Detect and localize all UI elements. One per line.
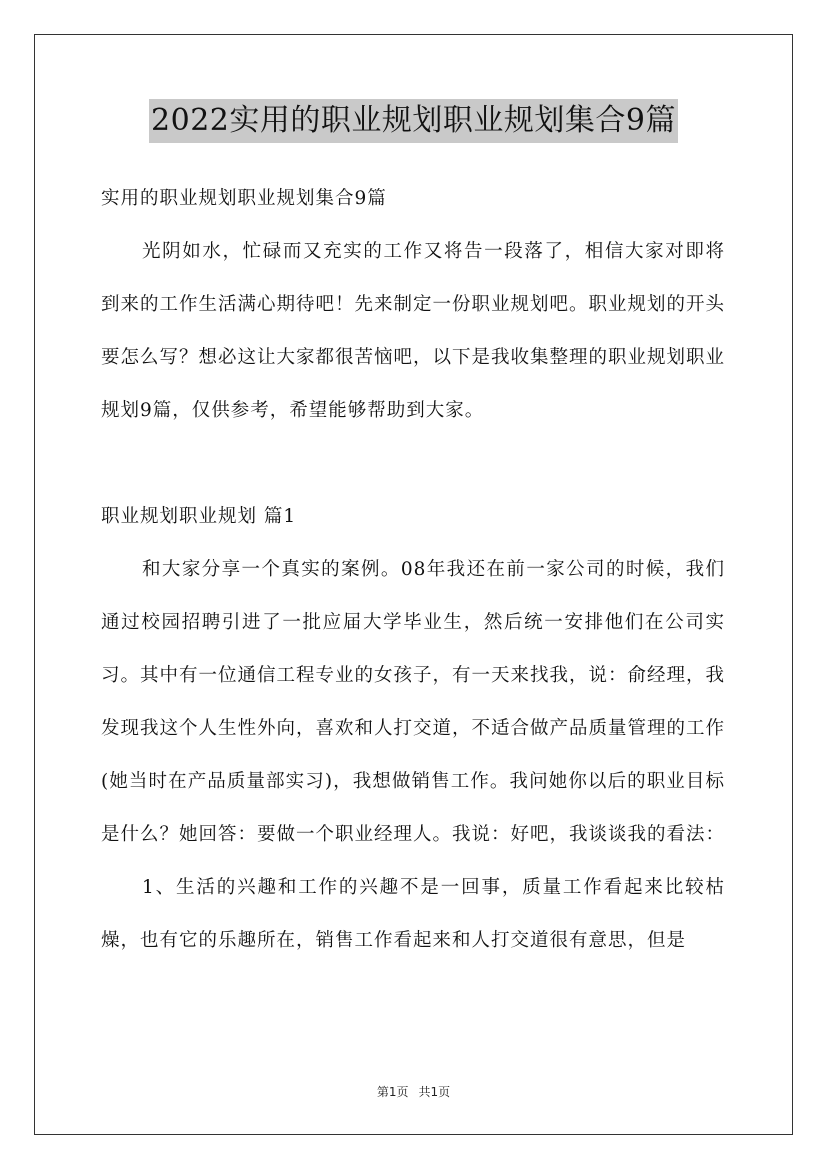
intro-paragraph: 光阴如水，忙碌而又充实的工作又将告一段落了，相信大家对即将到来的工作生活满心期待吧！先来制定一份职业规划吧。职业规划的开头要怎么写？想必这让大家都很苦恼吧，以下是我收集整理的职业规划职业规划9篇，仅供参考，希望能够帮助到大家。 — [101, 241, 726, 421]
title-container — [0, 99, 827, 143]
paragraph-spacer — [101, 437, 725, 490]
page-number: 第1页 — [376, 1085, 409, 1099]
section-heading: 职业规划职业规划 篇1 — [101, 506, 297, 527]
total-pages: 共1页 — [418, 1085, 451, 1099]
document-title: 2022实用的职业规划职业规划集合9篇 — [149, 99, 678, 143]
section-paragraph-2: 1、生活的兴趣和工作的兴趣不是一回事，质量工作看起来比较枯燥，也有它的乐趣所在，销售工作看起来和人打交道很有意思，但是 — [101, 877, 725, 951]
page-footer — [0, 1083, 827, 1100]
section-paragraph-1: 和大家分享一个真实的案例。08年我还在前一家公司的时候，我们通过校园招聘引进了一批应届大学毕业生，然后统一安排他们在公司实习。其中有一位通信工程专业的女孩子，有一天来找我，说：俞经理，我发现我这个人生性外向，喜欢和人打交道，不适合做产品质量管理的工作(她当时在产品质量部实习)，我想做销售工作。我问她你以后的职业目标是什么？她回答：要做一个职业经理人。我说：好吧，我谈谈我的看法： — [101, 559, 726, 845]
document-subtitle: 实用的职业规划职业规划集合9篇 — [101, 188, 387, 209]
document-body — [101, 172, 725, 967]
